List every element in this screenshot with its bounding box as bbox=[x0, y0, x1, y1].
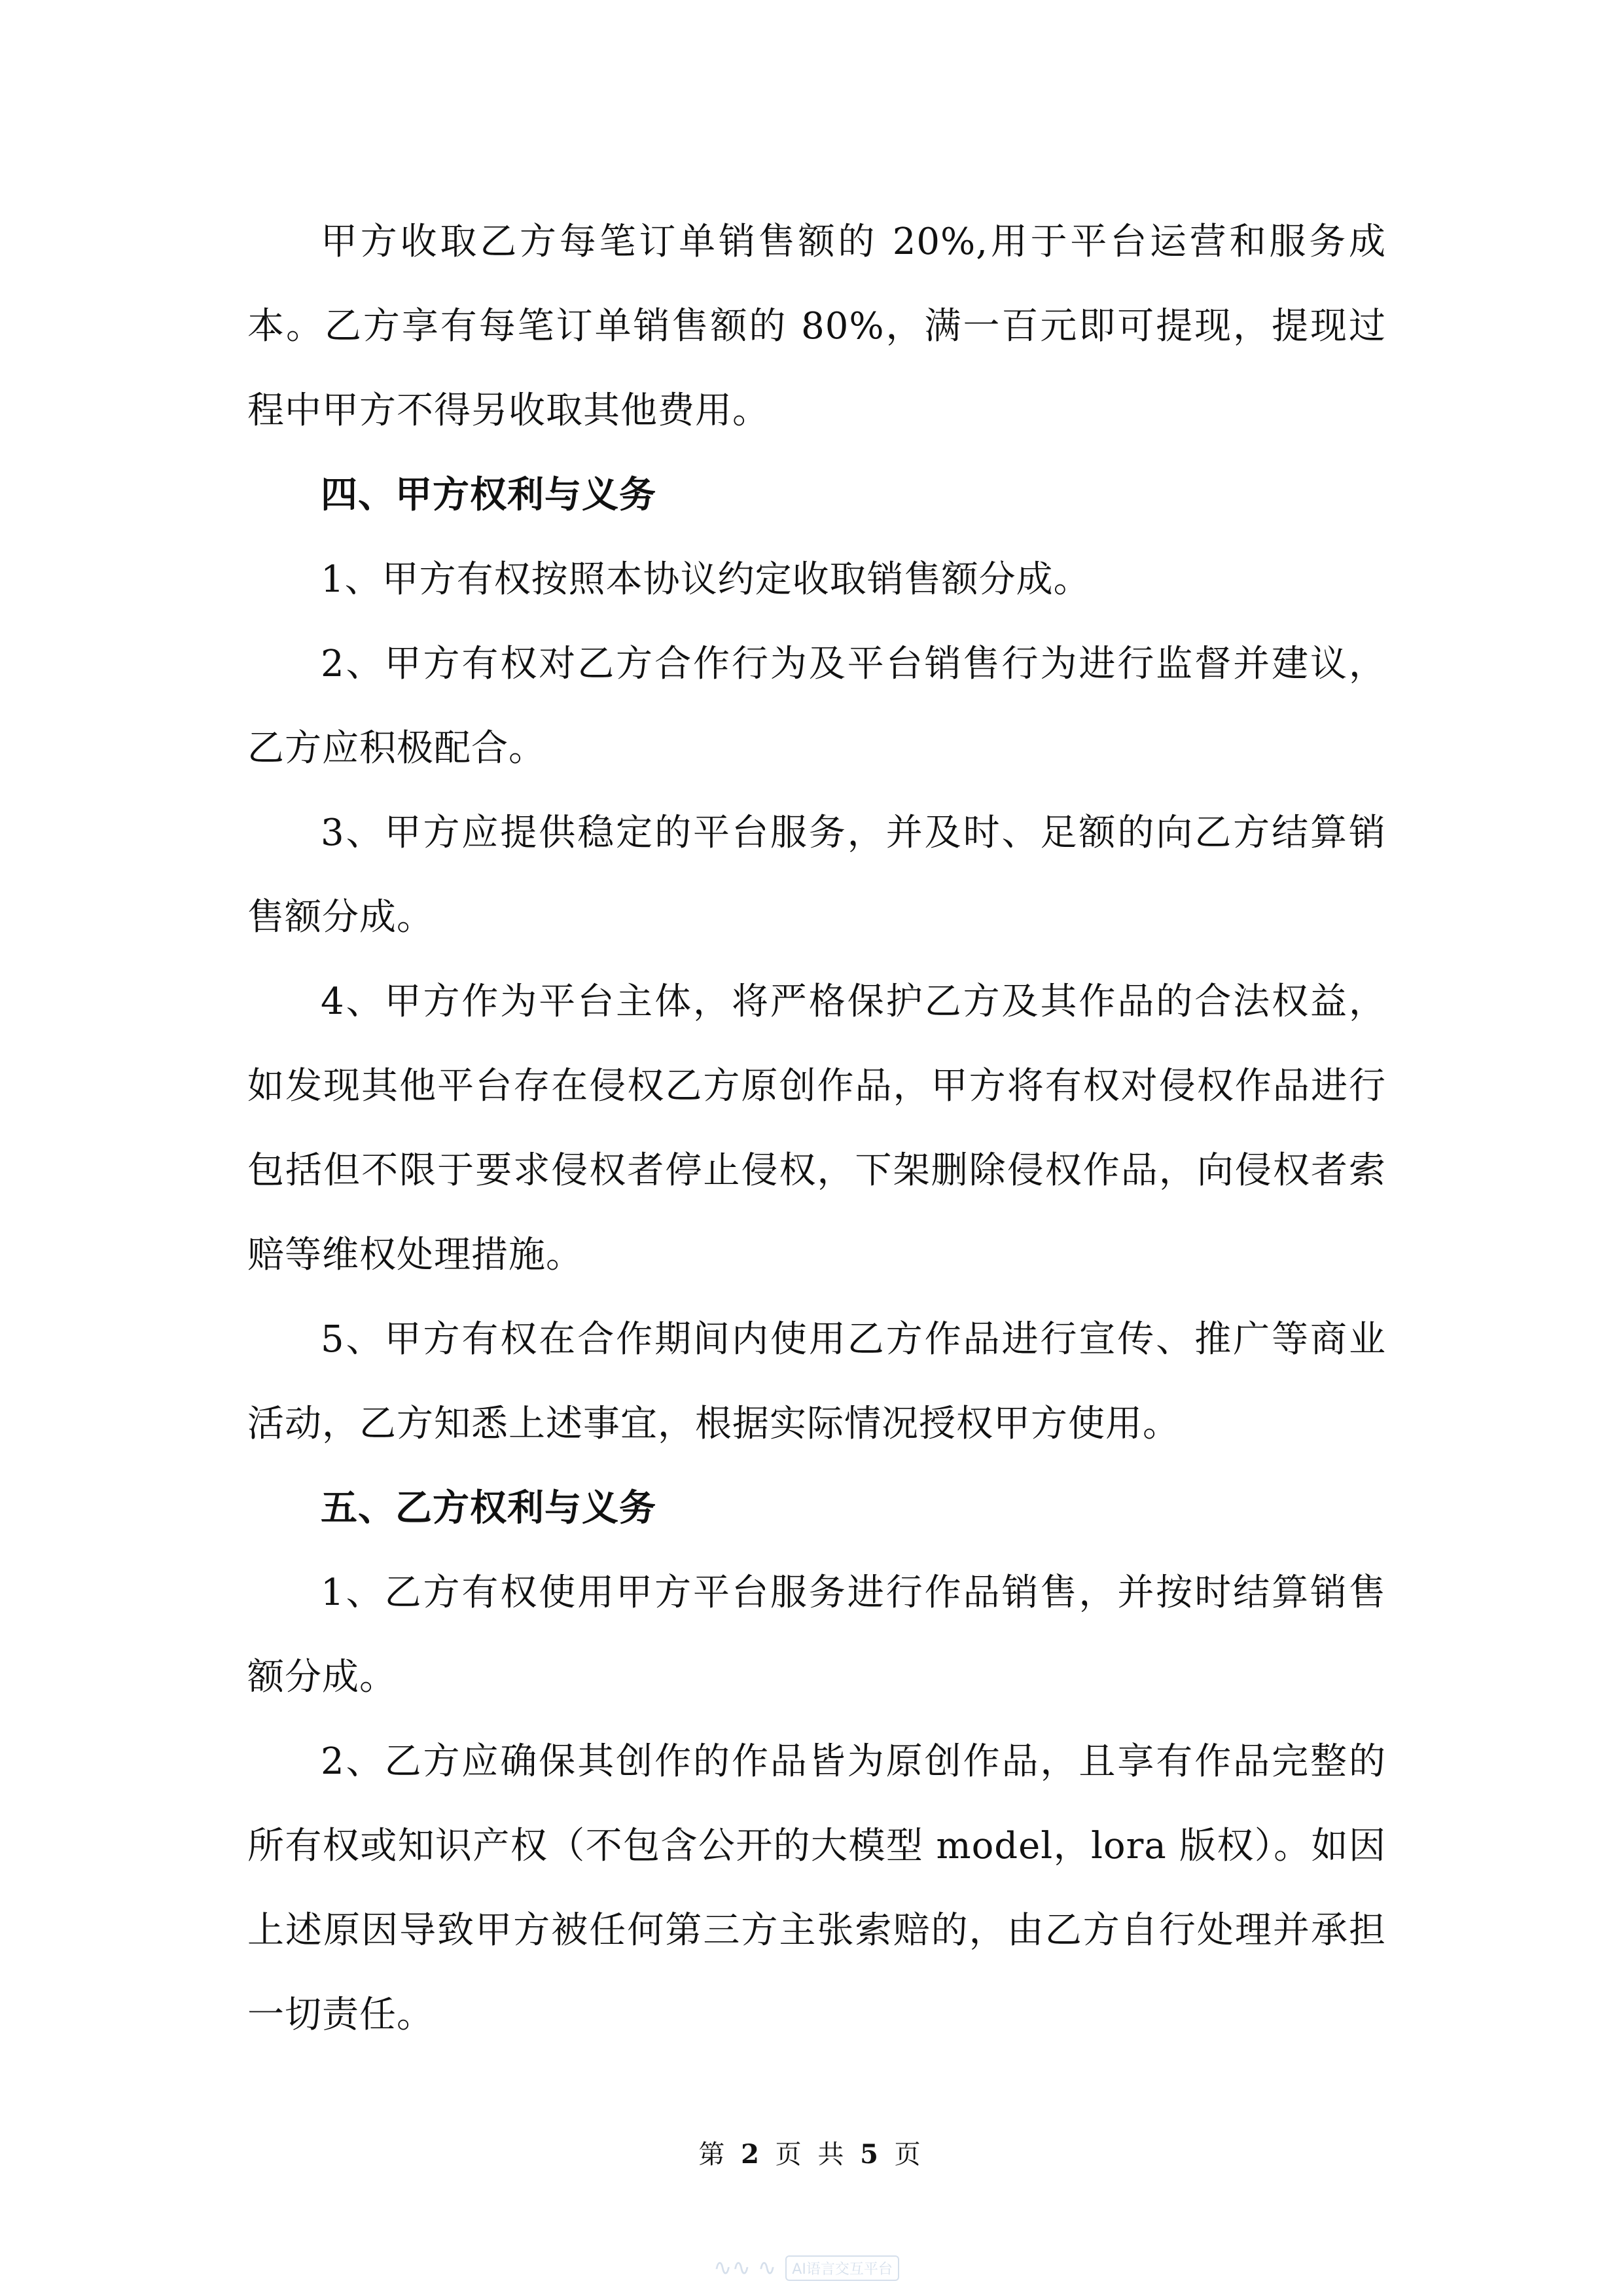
footer-suffix: 页 bbox=[894, 2140, 925, 2170]
document-body bbox=[247, 200, 1386, 2057]
footer-page-number: 2 bbox=[741, 2139, 763, 2170]
paragraph-a-1: 1、甲方有权按照本协议约定收取销售额分成。 bbox=[321, 558, 1091, 601]
footer-prefix: 第 bbox=[698, 2140, 729, 2170]
watermark-logo bbox=[713, 2251, 929, 2284]
paragraph-a-3: 3、甲方应提供稳定的平台服务，并及时、足额的向乙方结算销售额分成。 bbox=[247, 812, 1386, 939]
footer-total-pages: 5 bbox=[860, 2139, 882, 2170]
paragraph-b-2: 2、乙方应确保其创作的作品皆为原创作品，且享有作品完整的所有权或知识产权（不包含公开的大模型 model，lora 版权）。如因上述原因导致甲方被任何第三方主张索赔的，由乙方自行处理并承担一切责任。 bbox=[247, 1740, 1386, 2036]
paragraph-revenue-share: 甲方收取乙方每笔订单销售额的 20%,用于平台运营和服务成本。乙方享有每笔订单销售额的 80%，满一百元即可提现，提现过程中甲方不得另收取其他费用。 bbox=[247, 221, 1386, 432]
paragraph-a-5: 5、甲方有权在合作期间内使用乙方作品进行宣传、推广等商业活动，乙方知悉上述事宜，根据实际情况授权甲方使用。 bbox=[247, 1318, 1386, 1445]
section-heading-party-a: 四、甲方权利与义务 bbox=[321, 473, 656, 516]
paragraph-a-2: 2、甲方有权对乙方合作行为及平台销售行为进行监督并建议，乙方应积极配合。 bbox=[247, 643, 1386, 770]
page-footer bbox=[0, 2135, 1623, 2174]
footer-middle: 页 共 bbox=[775, 2140, 848, 2170]
section-heading-party-b: 五、乙方权利与义务 bbox=[321, 1486, 656, 1530]
paragraph-b-1: 1、乙方有权使用甲方平台服务进行作品销售，并按时结算销售额分成。 bbox=[247, 1571, 1386, 1698]
watermark-script-icon: ∿∿ ∿ bbox=[713, 2255, 777, 2281]
paragraph-a-4: 4、甲方作为平台主体，将严格保护乙方及其作品的合法权益，如发现其他平台存在侵权乙方原创作品，甲方将有权对侵权作品进行包括但不限于要求侵权者停止侵权，下架删除侵权作品，向侵权者索赔等维权处理措施。 bbox=[247, 980, 1386, 1276]
watermark-badge: AI语言交互平台 bbox=[785, 2255, 899, 2281]
